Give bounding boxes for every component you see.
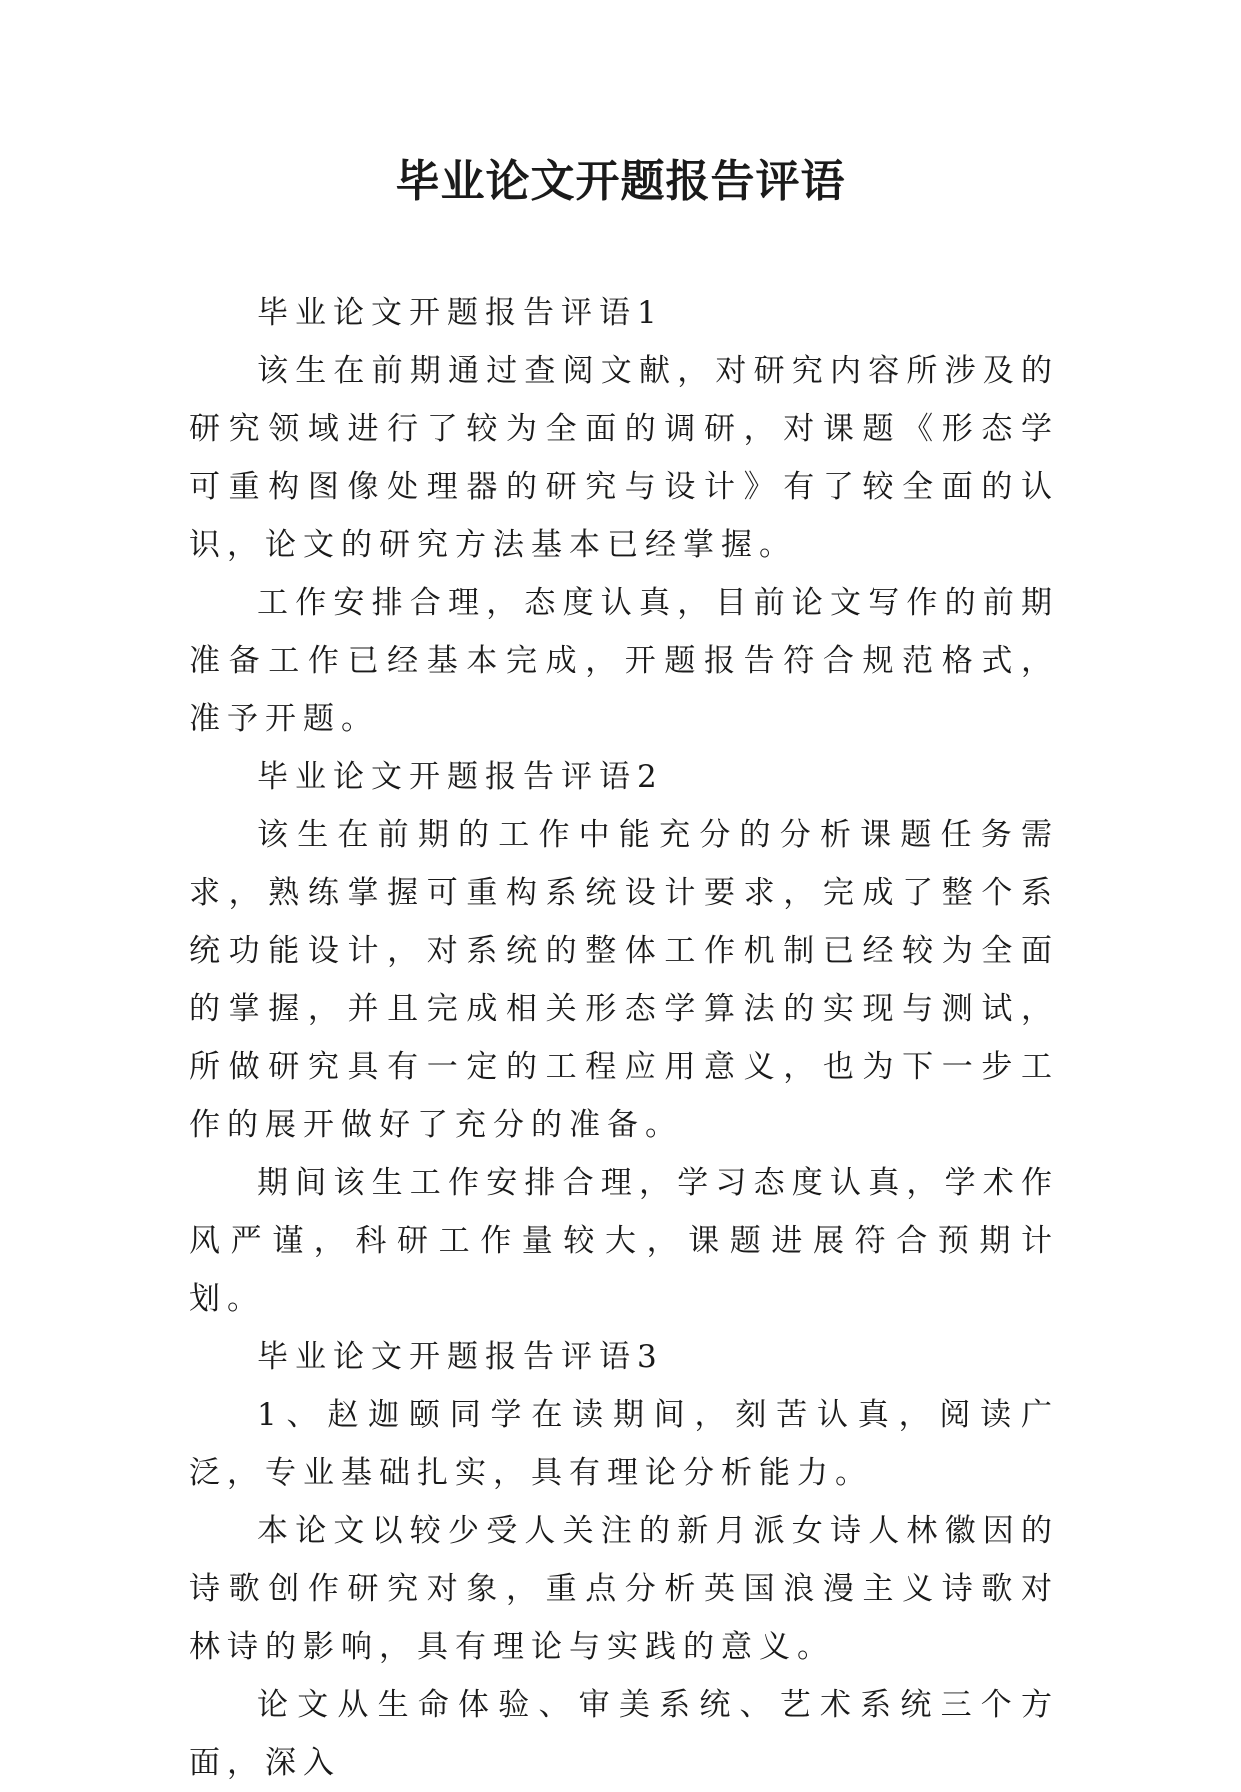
document-title: 毕业论文开题报告评语 xyxy=(395,156,846,207)
paragraph: 1、赵迦颐同学在读期间，刻苦认真，阅读广泛，专业基础扎实，具有理论分析能力。 xyxy=(189,1397,1059,1491)
paragraph: 期间该生工作安排合理，学习态度认真，学术作风严谨，科研工作量较大，课题进展符合预期计划。 xyxy=(189,1165,1059,1317)
paragraph: 工作安排合理，态度认真，目前论文写作的前期准备工作已经基本完成，开题报告符合规范格式，准予开题。 xyxy=(189,585,1059,737)
paragraph-heading-3: 毕业论文开题报告评语3 xyxy=(257,1339,664,1375)
paragraph-heading-2: 毕业论文开题报告评语2 xyxy=(257,759,664,795)
paragraph: 本论文以较少受人关注的新月派女诗人林徽因的诗歌创作研究对象，重点分析英国浪漫主义诗歌对林诗的影响，具有理论与实践的意义。 xyxy=(189,1513,1059,1665)
paragraph: 该生在前期的工作中能充分的分析课题任务需求，熟练掌握可重构系统设计要求，完成了整个系统功能设计，对系统的整体工作机制已经较为全面的掌握，并且完成相关形态学算法的实现与测试，所做研究具有一定的工程应用意义，也为下一步工作的展开做好了充分的准备。 xyxy=(189,817,1059,1143)
paragraph: 该生在前期通过查阅文献，对研究内容所涉及的研究领域进行了较为全面的调研，对课题《形态学可重构图像处理器的研究与设计》有了较全面的认识，论文的研究方法基本已经掌握。 xyxy=(189,353,1059,563)
paragraph: 论文从生命体验、审美系统、艺术系统三个方面，深入 xyxy=(189,1687,1059,1781)
document-body xyxy=(189,284,1059,1792)
paragraph-heading-1: 毕业论文开题报告评语1 xyxy=(257,295,664,331)
